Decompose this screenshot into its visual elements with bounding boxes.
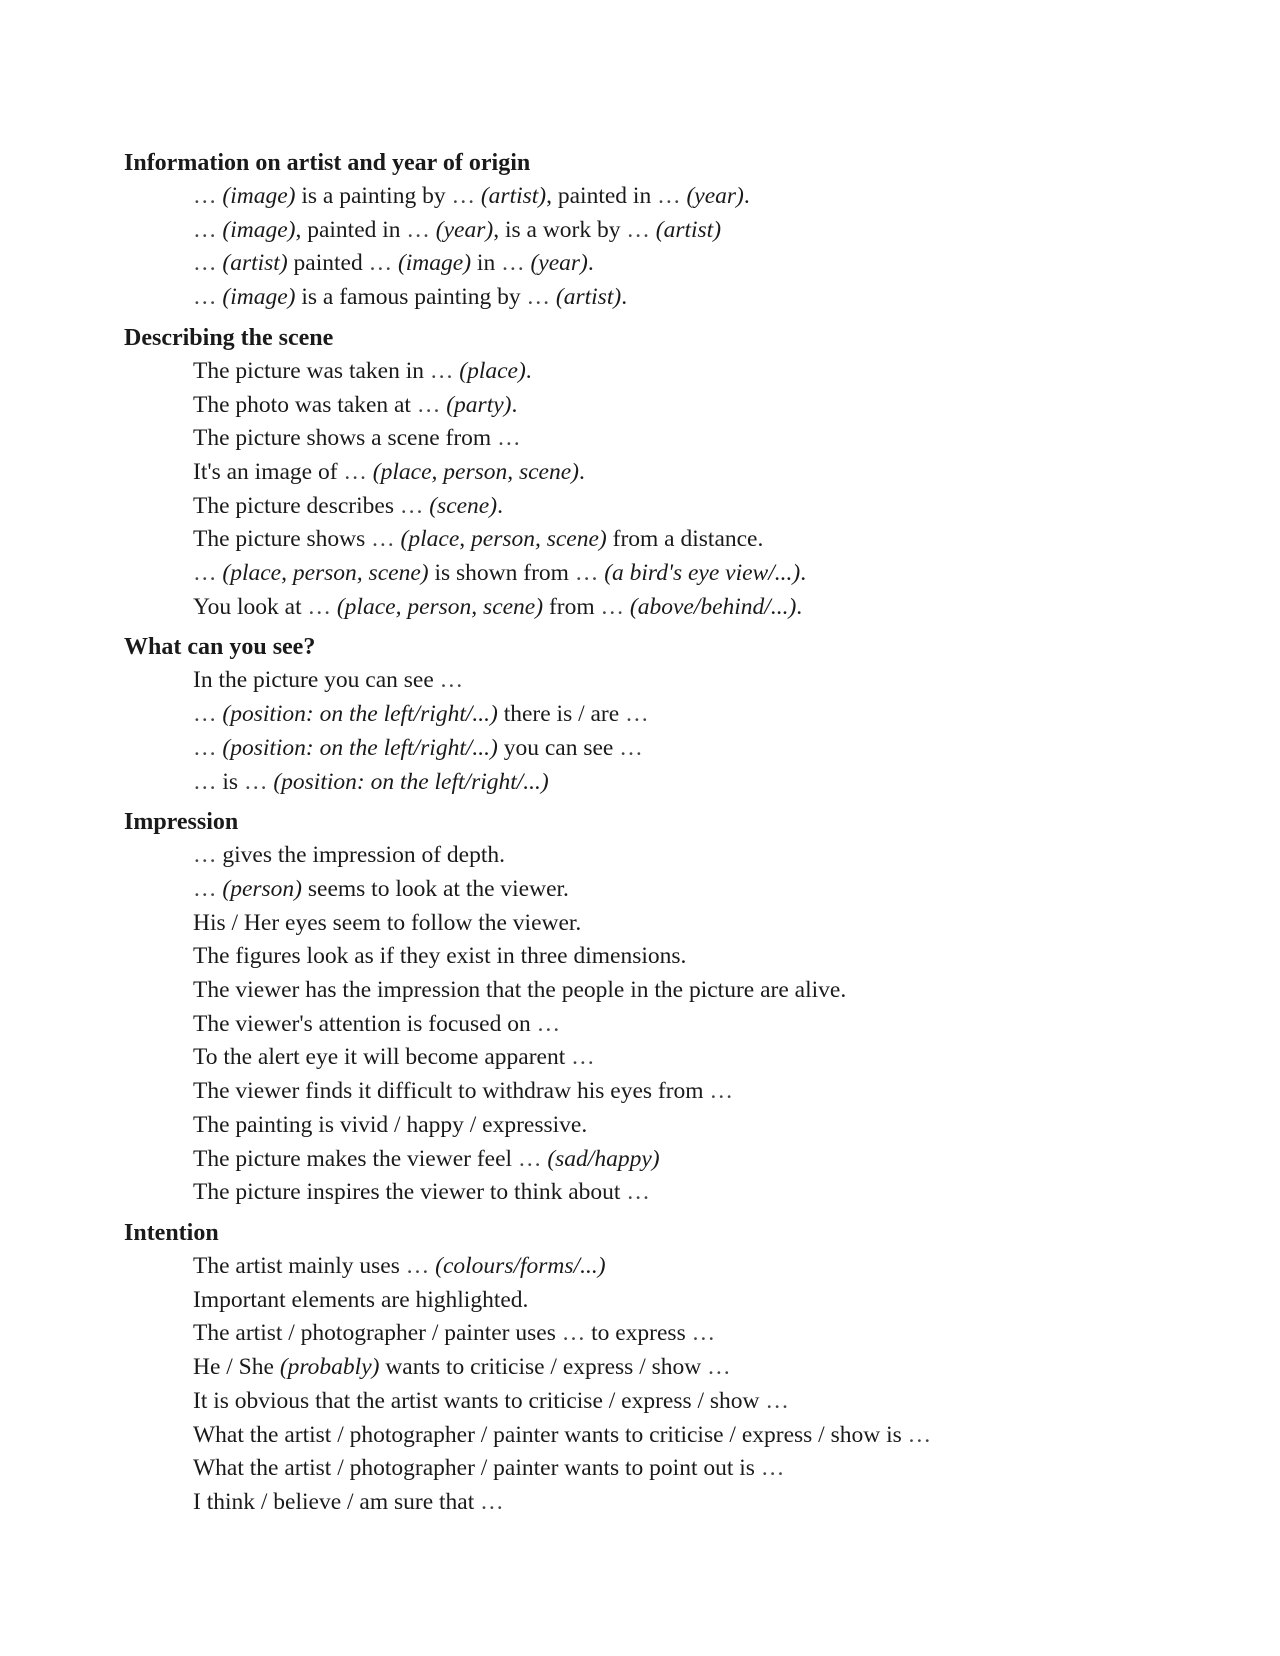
ellipsis: … [193,701,223,728]
phrase-text: is a painting by [295,183,452,209]
placeholder-text: (image) [397,250,472,277]
phrase-line [193,1250,1224,1284]
section [124,805,1224,1210]
ellipsis: … [600,593,630,620]
phrase-line [193,281,1224,315]
ellipsis: … [439,667,464,694]
ellipsis: … [193,768,223,795]
phrase-line [193,698,1224,732]
section-heading: Information on artist and year of origin [124,150,531,176]
ellipsis: … [709,1078,733,1105]
phrase-text: What the artist / photographer / painter wants to point out is [193,1455,761,1482]
ellipsis: … [626,216,656,243]
phrase-text: from a distance. [606,526,764,553]
placeholder-text: (a bird's eye view/...) [604,560,801,587]
phrase-text: seems to look at the viewer. [302,875,569,902]
phrase-line [193,490,1224,524]
phrase-line [193,907,1224,941]
section-heading: Describing the scene [124,324,334,351]
phrase-line [193,873,1224,907]
ellipsis: … [193,183,223,209]
phrase-line [193,1317,1224,1351]
section [124,321,1224,625]
phrase-text: painted [287,250,369,277]
phrase-line [193,214,1224,248]
placeholder-text: (position: on the left/right/...) [222,701,498,728]
phrase-line [193,247,1224,281]
phrase-text: . [800,560,807,587]
phrase-text: you can see [497,734,620,761]
ellipsis: … [707,1354,731,1381]
phrase-line [193,422,1224,456]
phrase-text: The artist mainly uses [193,1252,406,1279]
ellipsis: … [368,250,398,277]
phrase-text: The picture was taken in [193,357,430,384]
phrase-line [193,389,1224,423]
phrase-text: . [743,183,750,209]
phrase-text: . [525,357,532,384]
phrase-text: is [222,768,244,795]
phrase-line [193,1284,1224,1318]
ellipsis: … [406,216,436,243]
placeholder-text: (place, person, scene) [400,526,607,553]
phrase-text: is a famous painting by [295,284,527,311]
ellipsis: … [193,250,223,277]
phrase-text: I think / believe / am sure that [193,1488,481,1515]
ellipsis: … [760,1455,785,1482]
ellipsis: … [574,560,605,587]
phrase-text: It's an image of [193,458,344,485]
placeholder-text: (probably) [279,1354,380,1381]
ellipsis: … [907,1421,932,1448]
phrase-text: The viewer finds it difficult to withdraw his eyes from [193,1078,710,1105]
phrase-text: . [796,593,803,620]
placeholder-text: (position: on the left/right/...) [273,768,549,795]
phrase-line [193,1452,1224,1486]
phrase-text: The picture inspires the viewer to think about [193,1179,627,1206]
phrase-line [193,355,1224,389]
phrase-text: . [587,250,594,277]
placeholder-text: (image) [222,284,296,311]
placeholder-text: (artist) [222,250,288,277]
ellipsis: … [497,425,521,452]
phrase-line [193,1008,1224,1042]
phrase-text: To the alert eye it will become apparent [193,1044,572,1071]
phrase-line [193,1143,1224,1177]
phrase-line [193,766,1224,800]
ellipsis: … [193,284,223,311]
phrase-text: It is obvious that the artist wants to criticise / express / show [193,1387,766,1414]
section-heading: Impression [124,809,239,836]
phrase-line [193,591,1224,625]
phrase-text: . [579,458,585,485]
placeholder-text: (place, person, scene) [372,458,579,485]
ellipsis: … [343,458,373,485]
phrase-text: The picture describes [193,492,400,519]
section-heading: What can you see? [124,634,316,661]
ellipsis: … [193,734,223,761]
placeholder-text: (person) [222,875,302,902]
phrase-text: In the picture you can see [193,667,440,694]
phrase-text: , painted in [546,183,658,209]
phrase-text: wants to criticise / express / show [379,1354,708,1381]
phrase-line [193,456,1224,490]
ellipsis: … [193,216,223,243]
ellipsis: … [307,593,337,620]
placeholder-text: (scene) [429,492,498,519]
phrase-line [193,1419,1224,1453]
ellipsis: … [451,183,481,209]
ellipsis: … [517,1145,548,1172]
phrase-line [193,523,1224,557]
phrase-text: in [471,250,502,277]
ellipsis: … [619,734,643,761]
phrase-line [193,180,1224,214]
phrase-line [193,1486,1224,1520]
phrase-line [193,1041,1224,1075]
ellipsis: … [526,284,556,311]
placeholder-text: (party) [446,391,512,418]
phrase-text: The picture makes the viewer feel [193,1145,518,1172]
ellipsis: … [371,526,401,553]
phrase-line [193,1385,1224,1419]
ellipsis: … [193,842,223,869]
phrase-text: He / She [193,1354,280,1381]
phrase-text: . [497,492,503,519]
placeholder-text: (artist) [480,183,547,209]
phrase-text: The picture shows a scene from [193,425,498,452]
ellipsis: … [625,701,649,728]
phrase-text: What the artist / photographer / painter wants to criticise / express / show is [193,1421,908,1448]
document-body [124,146,1224,1520]
phrase-line [193,839,1224,873]
section [124,146,1224,315]
phrase-text: The painting is vivid / happy / expressive. [193,1111,588,1138]
ellipsis: … [243,768,274,795]
phrase-text: The figures look as if they exist in three dimensions. [193,943,687,970]
placeholder-text: (year) [435,216,494,243]
phrase-line [193,1109,1224,1143]
phrase-line [193,1176,1224,1210]
phrase-text: gives the impression of depth. [222,842,505,869]
ellipsis: … [193,560,223,587]
phrase-text: is shown from [428,560,575,587]
ellipsis: … [571,1044,595,1071]
ellipsis: … [399,492,430,519]
placeholder-text: (place, person, scene) [336,593,544,620]
placeholder-text: (colours/forms/...) [435,1252,606,1279]
ellipsis: … [691,1320,716,1347]
phrase-line [193,940,1224,974]
phrase-line [193,1351,1224,1385]
phrase-line [193,732,1224,766]
phrase-text: from [543,593,601,620]
phrase-text: to express [591,1320,692,1347]
phrase-text: The artist / photographer / painter uses [193,1320,562,1347]
phrase-line [193,1075,1224,1109]
ellipsis: … [765,1387,789,1414]
placeholder-text: (year) [530,250,588,277]
placeholder-text: (place) [459,357,526,384]
ellipsis: … [193,875,223,902]
ellipsis: … [561,1320,592,1347]
phrase-line [193,557,1224,591]
ellipsis: … [480,1488,504,1515]
placeholder-text: (image) [222,183,296,209]
ellipsis: … [405,1252,436,1279]
placeholder-text: (position: on the left/right/...) [222,734,498,761]
phrase-text: , painted in [295,216,407,243]
placeholder-text: (year) [686,183,744,209]
phrase-text: The viewer's attention is focused on [193,1010,537,1037]
section [124,1216,1224,1520]
ellipsis: … [501,250,531,277]
phrase-text: His / Her eyes seem to follow the viewer. [193,909,582,936]
phrase-text: The viewer has the impression that the people in the picture are alive. [193,977,847,1004]
phrase-text: there is / are [497,701,626,728]
ellipsis: … [657,183,687,209]
placeholder-text: (artist) [655,216,722,243]
phrase-text: The picture shows [193,526,372,553]
section [124,630,1224,799]
placeholder-text: (above/behind/...) [629,593,797,620]
phrase-line [193,664,1224,698]
section-heading: Intention [124,1219,219,1246]
placeholder-text: (place, person, scene) [222,560,429,587]
ellipsis: … [416,391,447,418]
placeholder-text: (image) [222,216,296,243]
ellipsis: … [429,357,460,384]
phrase-text: , is a work by [493,216,627,243]
phrase-text: You look at [193,593,308,620]
placeholder-text: (sad/happy) [547,1145,660,1172]
phrase-text: Important elements are highlighted. [193,1286,529,1313]
phrase-text: The photo was taken at [193,391,417,418]
phrase-line [193,974,1224,1008]
ellipsis: … [536,1010,561,1037]
phrase-text: . [511,391,518,418]
placeholder-text: (artist) [555,284,622,311]
phrase-text: . [621,284,628,311]
ellipsis: … [626,1179,650,1206]
